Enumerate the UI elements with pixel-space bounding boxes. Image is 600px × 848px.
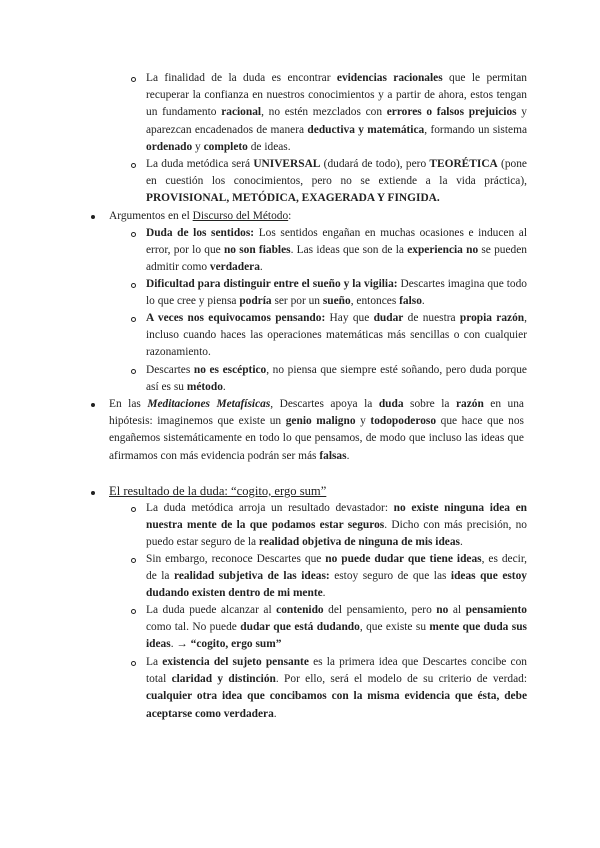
text-run: , que existe su <box>359 621 430 634</box>
text-run: : <box>288 210 292 222</box>
hollow-bullet-icon <box>131 232 136 237</box>
bold-phrase: propia razón <box>459 312 525 324</box>
text-run: . <box>273 707 277 720</box>
text-run: , no piensa que siempre esté soñando, pero duda porque así es su <box>146 364 527 394</box>
text-run: Descartes <box>146 364 194 376</box>
hollow-bullet-icon <box>131 283 136 288</box>
bold-phrase: UNIVERSAL <box>253 158 321 170</box>
item-text <box>146 310 527 362</box>
bold-phrase: falso <box>399 295 422 308</box>
text-run: que hace que nos engañemos sistemáticamente en todo lo que pensamos, de modo que incluso las ideas que afirmamos con más evidencia podrán ser más <box>109 415 524 462</box>
bold-phrase: podría <box>239 295 272 308</box>
text-run: . Por ello, será el modelo de su criterio de verdad: <box>275 673 527 686</box>
bold-phrase: A veces nos equivocamos pensando: <box>146 312 326 324</box>
text-run: , Descartes apoya la <box>270 398 379 410</box>
item-text <box>109 208 524 225</box>
underlined-phrase: Discurso del Método <box>192 210 289 222</box>
bold-phrase: no puede dudar que tiene ideas <box>325 553 482 565</box>
bold-phrase: PROVISIONAL, METÓDICA, EXAGERADA Y FINGIDA. <box>146 192 440 205</box>
bold-phrase: dudar que está dudando <box>240 621 360 634</box>
text-run: En las <box>109 398 148 410</box>
item-text <box>146 551 527 603</box>
item-text <box>146 276 527 310</box>
item-text <box>146 654 527 723</box>
bold-phrase: verdadera <box>209 261 260 274</box>
text-run: y aparezcan encadenados de manera <box>146 106 527 136</box>
text-run: . <box>322 587 326 600</box>
text-run: , incluso cuando haces las operaciones matemáticas más sencillas o con cualquier razonamiento. <box>146 312 527 359</box>
item-text <box>109 396 524 465</box>
bold-phrase: completo <box>203 140 248 153</box>
bold-phrase: falsas <box>319 449 347 462</box>
bold-phrase: mente que duda sus ideas <box>146 621 527 651</box>
text-run: Descartes imagina que todo lo que cree y piensa <box>146 278 527 308</box>
underlined-phrase: El resultado de la duda: “cogito, ergo sum” <box>109 484 327 498</box>
bold-phrase: no son fiables <box>223 244 291 257</box>
hollow-bullet-icon <box>131 77 136 82</box>
text-run: de nuestra <box>403 312 460 324</box>
bold-phrase: realidad objetiva de ninguna de mis ideas <box>258 536 460 549</box>
text-run: . <box>259 261 263 274</box>
text-run: . Dicho con más precisión, no puedo estar seguro de la <box>146 519 528 549</box>
text-run: Los sentidos engañan en muchas ocasiones e inducen al error, por lo que <box>146 227 527 257</box>
bullet-icon <box>91 403 95 407</box>
text-run: La duda metódica será <box>146 158 254 170</box>
text-run: , entonces <box>350 295 400 308</box>
text-run: La <box>146 656 163 668</box>
hollow-bullet-icon <box>131 661 136 666</box>
hollow-bullet-icon <box>131 317 136 322</box>
hollow-bullet-icon <box>131 369 136 374</box>
bold-phrase: no <box>466 244 479 257</box>
bold-phrase: deductiva y matemática <box>307 123 425 136</box>
bold-phrase: duda <box>378 398 404 410</box>
text-run: , formando un sistema <box>424 123 528 136</box>
bold-phrase: realidad subjetiva de las ideas: <box>173 570 330 583</box>
bold-phrase: sueño <box>322 295 351 308</box>
text-run: y <box>192 140 204 153</box>
bold-phrase: “cogito, ergo sum” <box>190 638 282 651</box>
hollow-bullet-icon <box>131 163 136 168</box>
text-run: del pensamiento, pero <box>323 604 437 616</box>
hollow-bullet-icon <box>131 609 136 614</box>
text-run: , es decir, de la <box>146 553 527 583</box>
text-run: (pone en cuestión los conocimientos, pero no se extiende a la vida práctica), <box>146 158 527 188</box>
text-run: La duda puede alcanzar al <box>146 604 277 616</box>
bold-phrase: racional <box>221 106 262 119</box>
text-run: y <box>355 415 371 428</box>
text-run: en una hipótesis: imaginemos que existe un <box>109 398 524 428</box>
text-run: (dudará de todo), pero <box>320 158 430 170</box>
bold-phrase: dudar <box>373 312 404 324</box>
item-text <box>146 500 527 552</box>
bold-phrase: razón <box>455 398 484 410</box>
bold-phrase: pensamiento <box>465 604 527 616</box>
bold-phrase: no <box>436 604 449 616</box>
bold-phrase: método <box>186 381 223 394</box>
item-text <box>146 70 527 156</box>
bold-phrase: todopoderoso <box>370 415 437 428</box>
hollow-bullet-icon <box>131 507 136 512</box>
bold-phrase: genio maligno <box>285 415 356 428</box>
text-run: . <box>459 536 463 549</box>
bold-phrase: no es escéptico <box>193 364 267 376</box>
text-run: . <box>421 295 425 308</box>
item-text <box>146 362 527 396</box>
bold-phrase: cualquier otra idea que concibamos con la misma evidencia que ésta, debe aceptarse como verdadera <box>146 690 527 720</box>
bold-phrase: ideas que estoy dudando existen dentro de mi mente <box>146 570 527 600</box>
bold-phrase: Dificultad para distinguir entre el sueño y la vigilia: <box>146 278 398 290</box>
text-run: La duda metódica arroja un resultado devastador: <box>146 502 394 514</box>
text-run: de ideas. <box>247 140 291 153</box>
text-run: como tal. No puede <box>146 621 241 634</box>
bold-phrase: evidencias racionales <box>336 72 443 84</box>
bold-phrase: Meditaciones Metafísicas <box>147 398 271 410</box>
item-text <box>146 156 527 208</box>
text-run: . → <box>170 638 191 651</box>
text-run: . <box>222 381 226 394</box>
text-run: Argumentos en el <box>109 210 193 222</box>
hollow-bullet-icon <box>131 558 136 563</box>
bold-phrase: contenido <box>276 604 324 616</box>
text-run: Hay que <box>325 312 374 324</box>
bold-phrase: claridad y distinción <box>171 673 276 686</box>
text-run: que le permitan recuperar la confianza en nuestros conocimientos y a partir de ahora, estos tengan un fundamento <box>146 72 527 119</box>
text-run: Sin embargo, reconoce Descartes que <box>146 553 326 565</box>
bold-phrase: no existe ninguna idea en nuestra mente de la que podamos estar seguros <box>146 502 527 532</box>
text-run: ser por un <box>271 295 323 308</box>
text-run: , no estén mezclados con <box>261 106 387 119</box>
text-run: al <box>448 604 466 616</box>
bold-phrase: experiencia <box>407 244 463 257</box>
text-run: se pueden admitir como <box>146 244 527 274</box>
bold-phrase: errores o falsos prejuicios <box>386 106 517 119</box>
text-run: estoy seguro de que las <box>329 570 451 583</box>
bullet-icon <box>91 215 95 219</box>
item-text <box>146 225 527 277</box>
bold-phrase: Duda de los sentidos: <box>146 227 255 239</box>
bullet-icon <box>91 491 95 495</box>
text-run: La finalidad de la duda es encontrar <box>146 72 337 84</box>
text-run: . <box>346 449 350 462</box>
text-run: es la primera idea que Descartes concibe con total <box>146 656 527 686</box>
item-text <box>146 602 527 654</box>
bold-phrase: existencia del sujeto pensante <box>162 656 309 668</box>
text-run: . Las ideas que son de la <box>290 244 408 257</box>
text-run: sobre la <box>403 398 456 410</box>
bold-phrase: TEORÉTICA <box>429 158 498 170</box>
bold-phrase: ordenado <box>146 140 193 153</box>
heading-text <box>109 483 524 500</box>
